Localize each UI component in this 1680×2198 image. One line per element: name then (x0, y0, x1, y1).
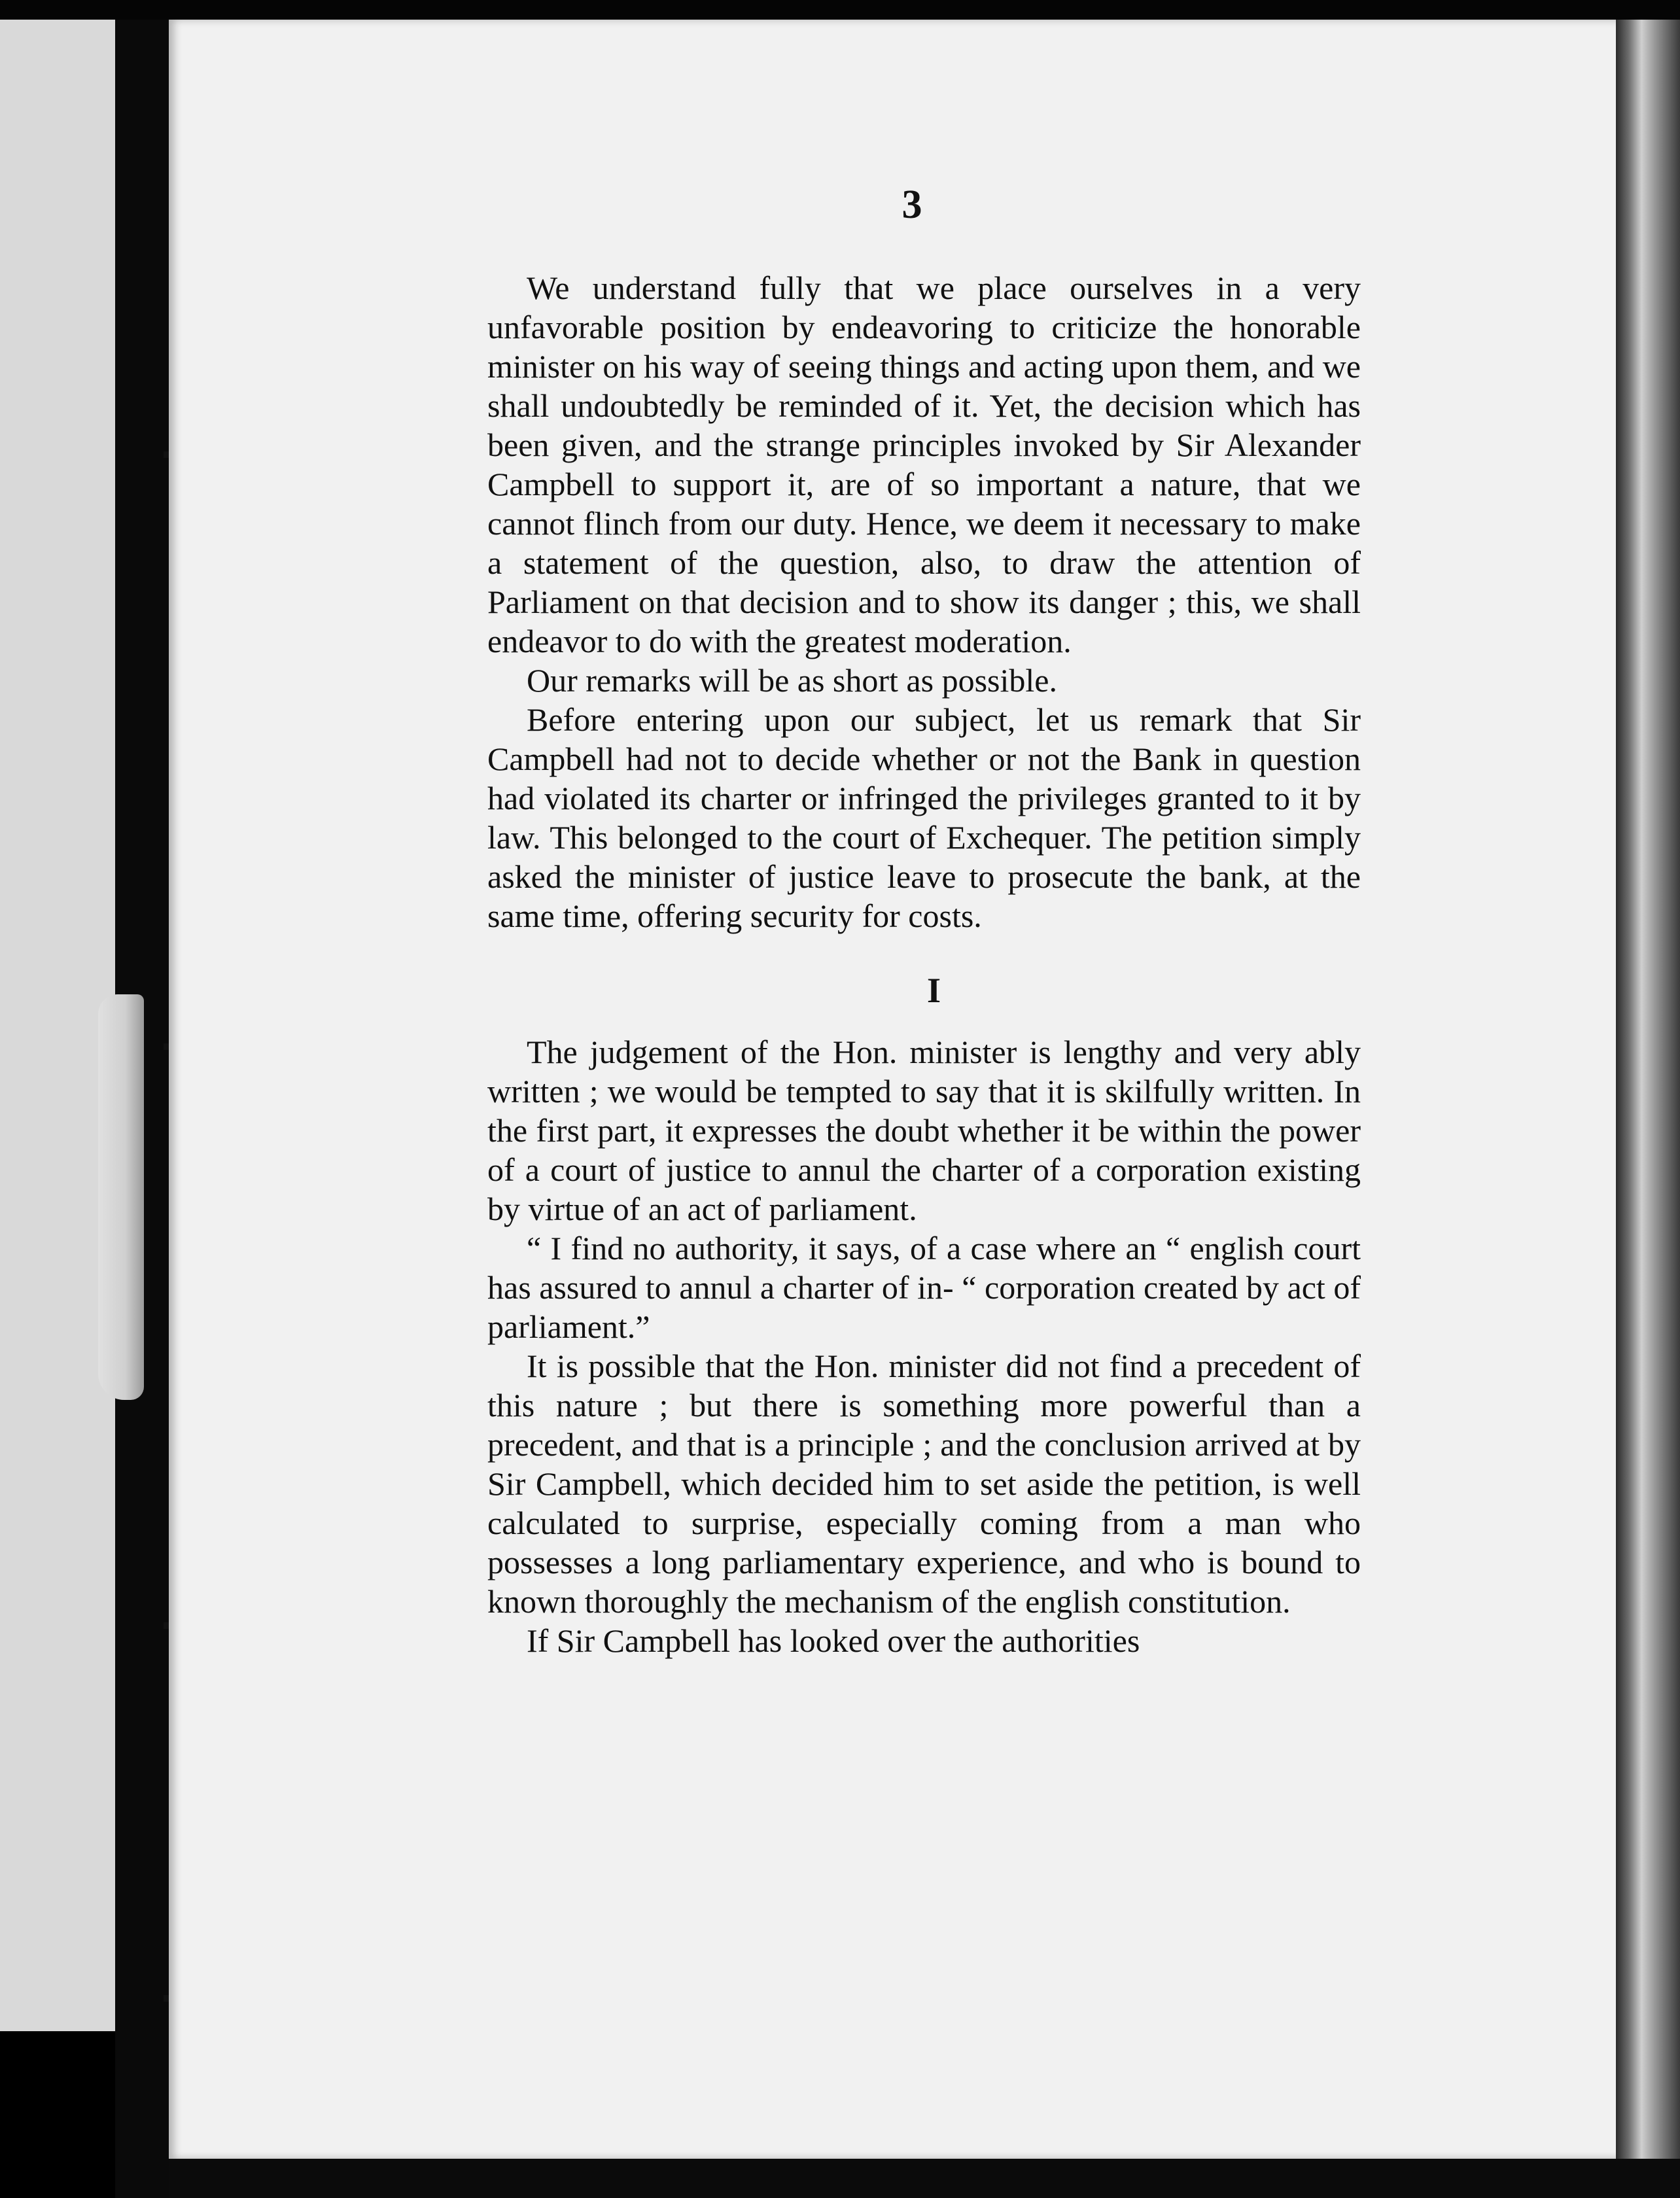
paragraph: If Sir Campbell has looked over the authorities (527, 1622, 1140, 1659)
paragraph: Before entering upon our subject, let us remark that Sir Campbell had not to decide whether or not the Bank in question had violated its charter or infringed the privileges granted to it by law. This belonged to the court of Exchequer. The petition simply asked the minister of justice leave to prosecute the bank, at the same time, offering security for costs. (487, 701, 1361, 934)
paragraph: We understand fully that we place ourselves in a very unfavorable position by endeavoring to criticize the honorable minister on his way of seeing things and acting upon them, and we shall undoubtedly be reminded of it. Yet, the decision which has been given, and the strange principles invoked by Sir Alexander Campbell to support it, are of so important a nature, that we cannot flinch from our duty. Hence, we deem it necessary to make a statement of the question, also, to draw the attention of Parliament on that decision and to show its danger ; this, we shall endeavor to do with the greatest moderation. (487, 270, 1361, 659)
scan-bottom-border (169, 2159, 1680, 2198)
page-number: 3 (901, 183, 922, 227)
spine-tear (98, 994, 144, 1400)
section-heading: I (926, 971, 941, 1010)
paragraph: The judgement of the Hon. minister is lengthy and very ably written ; we would be tempted to say that it is skilfully written. In the first part, it expresses the doubt whether it be within the power of a court of justice to annul the charter of a corporation existing by virtue of an act of parliament. (487, 1034, 1361, 1227)
page-stack-edge (1616, 20, 1680, 2198)
body-text (487, 268, 1361, 1660)
paragraph: Our remarks will be as short as possible. (527, 662, 1057, 699)
paragraph: It is possible that the Hon. minister did not find a precedent of this nature ; but there is something more powerful than a precedent, and that is a principle ; and the conclusion arrived at by Sir Campbell, which decided him to set aside the petition, is well calculated to surprise, especially coming from a man who possesses a long parliamentary experience, and who is bound to known thoroughly the mechanism of the english constitution. (487, 1348, 1361, 1620)
quotation: “ I find no authority, it says, of a case where an “ english court has assured to annul a charter of in- “ corporation created by act of parliament.” (487, 1230, 1361, 1345)
